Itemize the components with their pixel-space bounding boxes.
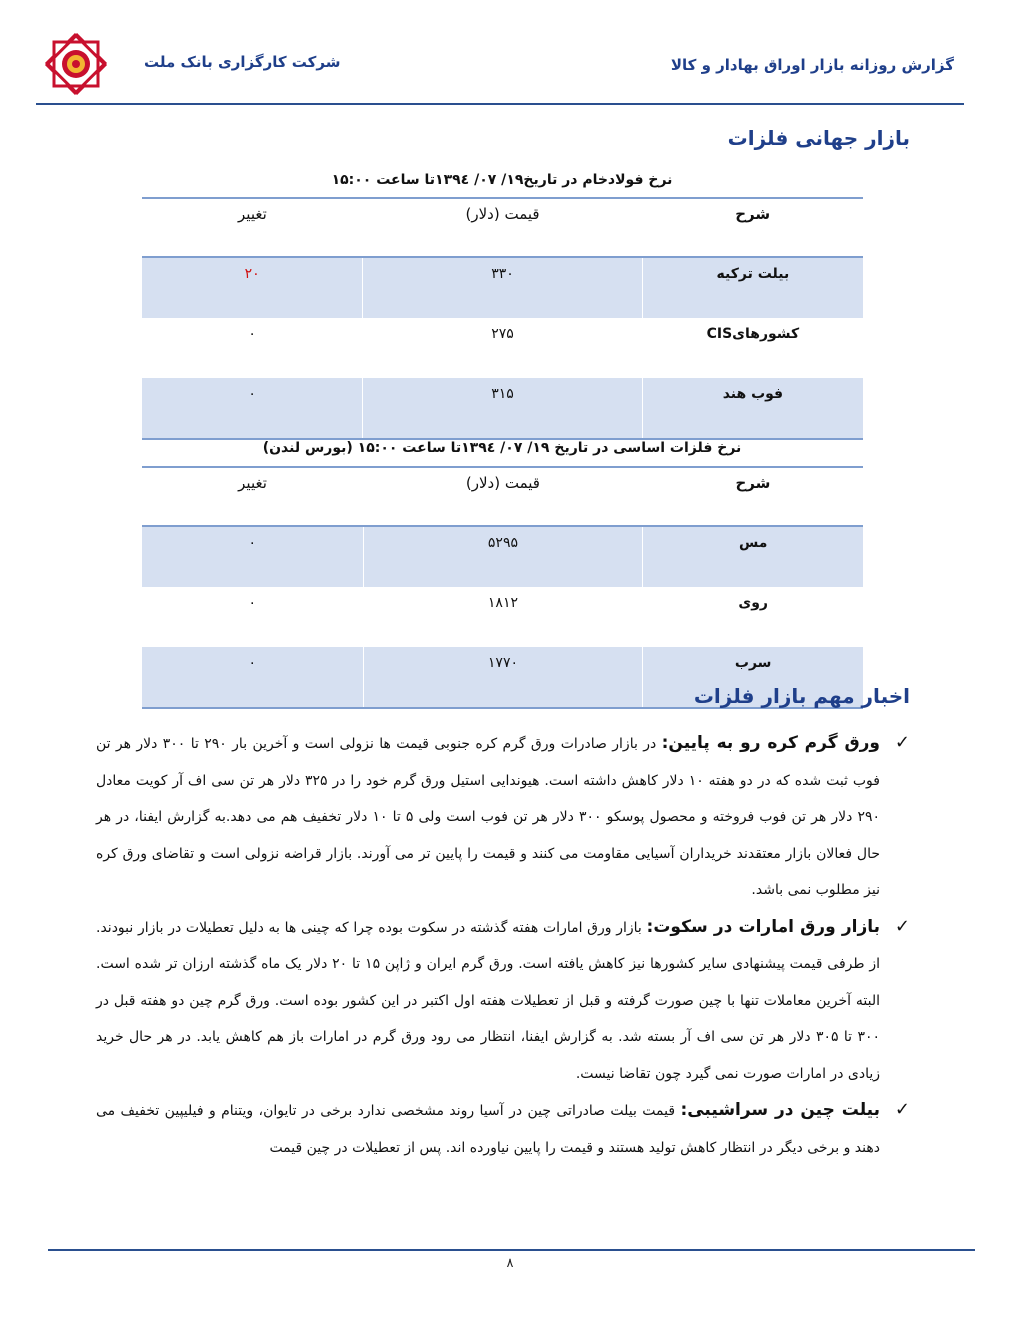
section-heading-news: اخبار مهم بازار فلزات — [693, 684, 910, 708]
base-metals-price-table — [142, 466, 863, 709]
row-price: ۲۷۵ — [363, 318, 643, 378]
row-price: ۳۱۵ — [363, 378, 643, 439]
table-row — [142, 318, 863, 378]
row-price: ۳۳۰ — [363, 257, 643, 318]
section-heading-world-metals: بازار جهانی فلزات — [727, 126, 910, 150]
base-metals-table-caption: نرخ فلزات اساسی در تاریخ ۱۹/ ۰۷/ ۱۳۹٤تا ساعت ۱۵:۰۰ (بورس لندن) — [262, 440, 742, 456]
news-item-body: بازار ورق امارات هفته گذشته در سکوت بوده چرا که چینی ها به دلیل تعطیلات در بازار نبودند. از طرفی قیمت پیشنهادی سایر کشورها نیز کاهش یافته است. ورق گرم ایران و ژاپن ۱۵ تا ۲۰ دلار یک ماه گذشته ارزان تر شده است. البته آخرین معاملات تنها با چین صورت گرفته و قبل از تعطیلات هفته اول اکتبر در این کشور بوده است. ورق گرم چین دو هفته قبل در ۳۰۰ تا ۳۰۵ دلار هر تن سی اف آر بسته شد. به گزارش ایفنا، انتظار می رود ورق گرم در امارات باز هم کاهش یابد. در هر حال خرید زیادی در امارات صورت نمی گیرد چون تقاضا نیست. — [96, 919, 881, 1082]
list-item — [96, 725, 910, 909]
row-price: ۵۲۹۵ — [363, 526, 643, 587]
news-item-title: بازار ورق امارات در سکوت: — [646, 916, 880, 937]
column-header-price: قیمت (دلار) — [363, 198, 643, 257]
row-price: ۱۸۱۲ — [363, 587, 643, 647]
checkmark-icon: ✓ — [894, 915, 910, 937]
column-header-description: شرح — [642, 198, 863, 257]
news-item-title: ورق گرم کره رو به پایین: — [661, 733, 880, 753]
news-item-body: قیمت بیلت صادراتی چین در آسیا روند مشخصی ندارد برخی در تایوان، ویتنام و فیلیپین تخفیف می دهند و برخی دیگر در انتظار کاهش تولید هستند و قیمت را پایین نیاورده اند. پس از تعطیلات در چین قیمت — [96, 1103, 880, 1156]
table-header-row — [142, 198, 863, 257]
news-item-body: در بازار صادرات ورق گرم کره جنوبی قیمت ها نزولی است و آخرین بار ۲۹۰ تا ۳۰۰ دلار هر تن فوب ثبت شده که در دو هفته ۱۰ دلار کاهش داشته است. هیوندایی استیل ورق گرم خود را در ۳۲۵ دلار هر تن سی اف آر کویت معادل ۲۹۰ دلار هر تن فوب فروخته و محصول پوسکو ۳۰۰ دلار هر تن فوب است ولی ۵ تا ۱۰ دلار تخفیف هم می دهد.به گزارش ایفنا، در هر حال فعالان بازار معتقدند خریداران آسیایی مقاومت می کنند و قیمت را پایین تر می آورند. بازار قراضه نزولی است و تقاضای ورق کره نیز مطلوب نمی باشد. — [96, 736, 880, 898]
footer-divider — [48, 1249, 975, 1251]
list-item — [96, 909, 910, 1093]
report-title: گزارش روزانه بازار اوراق بهادار و کالا — [670, 56, 954, 74]
checkmark-icon: ✓ — [894, 732, 910, 753]
table-row — [142, 526, 863, 587]
row-description: بیلت ترکیه — [642, 257, 863, 318]
list-item — [96, 1092, 910, 1166]
table-row — [142, 257, 863, 318]
column-header-price: قیمت (دلار) — [363, 467, 643, 526]
steel-table-caption: نرخ فولادخام در تاریخ۱۹/ ۰۷/ ۱۳۹٤تا ساعت ۱۵:۰۰ — [331, 172, 673, 188]
steel-price-table — [142, 197, 863, 440]
row-change: ۰ — [142, 587, 363, 647]
company-name: شرکت کارگزاری بانک ملت — [144, 53, 341, 71]
table-row — [142, 587, 863, 647]
checkmark-icon: ✓ — [894, 1099, 910, 1120]
bank-mellat-logo-icon — [40, 28, 112, 100]
column-header-change: تغییر — [142, 198, 363, 257]
table-row — [142, 378, 863, 439]
row-description: فوب هند — [642, 378, 863, 439]
page-number: ۸ — [506, 1256, 514, 1271]
row-change: ۰ — [142, 318, 363, 378]
row-price: ۱۷۷۰ — [363, 647, 643, 708]
row-change: ۰ — [142, 378, 363, 439]
row-change: ۰ — [142, 526, 363, 587]
row-description: مس — [643, 526, 863, 587]
column-header-change: تغییر — [142, 467, 363, 526]
news-item-title: بیلت چین در سراشیبی: — [680, 1100, 880, 1120]
row-description: سرب — [643, 647, 863, 708]
row-description: کشورهایCIS — [706, 326, 800, 342]
row-change: ۲۰ — [142, 257, 363, 318]
header-divider — [36, 103, 964, 105]
row-description: روی — [738, 595, 768, 611]
table-header-row — [142, 467, 863, 526]
news-list — [96, 725, 910, 1166]
column-header-description: شرح — [643, 467, 863, 526]
row-change: ۰ — [142, 647, 363, 708]
